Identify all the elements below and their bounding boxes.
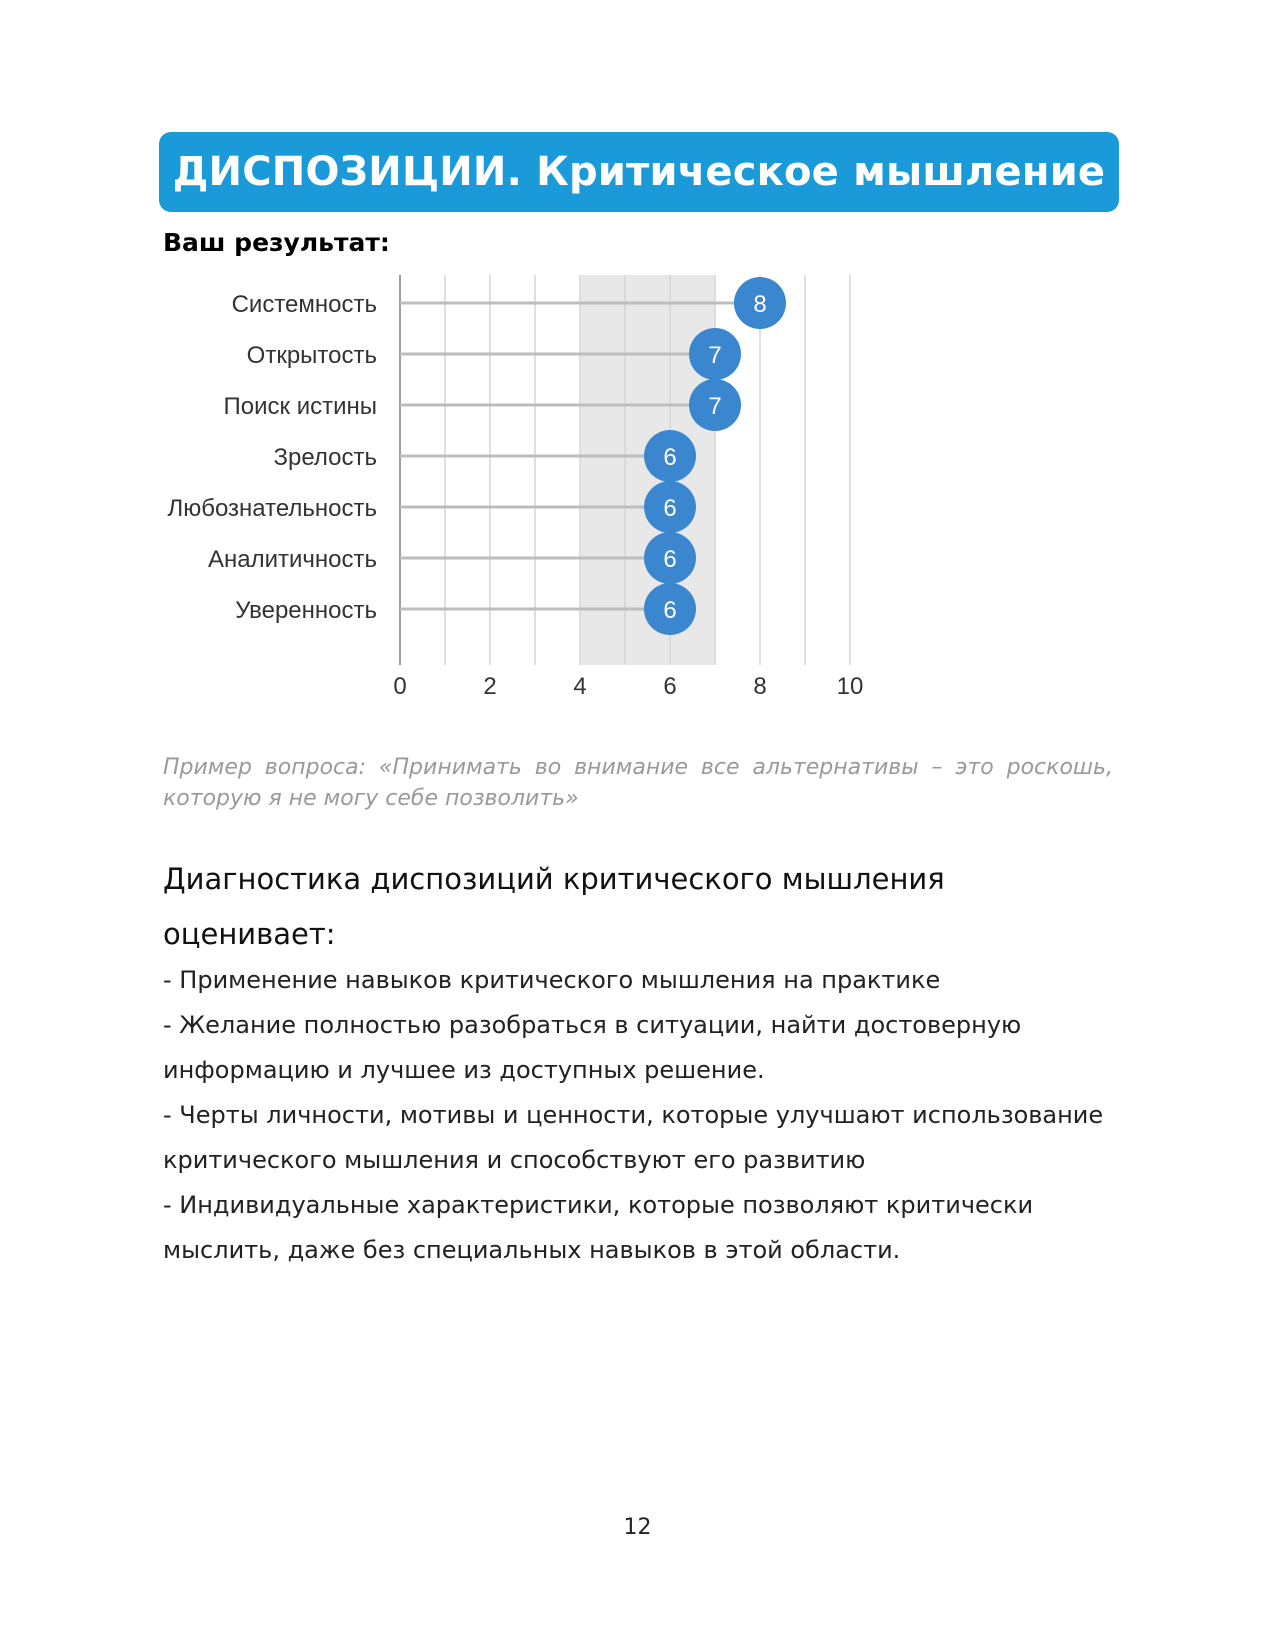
page-number: 12 [623,1515,652,1540]
chart-category-label: Зрелость [273,444,377,471]
chart-value-label: 6 [663,546,677,573]
chart-value-label: 6 [663,495,677,522]
chart-category-label: Уверенность [235,597,377,624]
chart-category-label: Системность [231,291,377,318]
diagnostics-item: - Черты личности, мотивы и ценности, которые улучшают использование критического мышления и способствуют его развитию [163,1101,1104,1174]
chart-value-label: 7 [708,393,722,420]
chart-tick-label: 2 [483,673,497,700]
chart-value-label: 7 [708,342,722,369]
chart-tick-label: 6 [663,673,677,700]
result-label: Ваш результат: [163,228,390,257]
title-banner [159,132,1119,212]
diagnostics-heading: Диагностика диспозиций критического мышления оценивает: [163,862,945,951]
diagnostics-item: - Применение навыков критического мышления на практике [163,966,941,994]
chart-category-label: Поиск истины [223,393,377,420]
chart-category-label: Любознательность [167,495,377,522]
chart-tick-label: 4 [573,673,587,700]
chart-tick-label: 10 [836,673,864,700]
chart-category-label: Аналитичность [207,546,377,573]
diagnostics-item: - Желание полностью разобраться в ситуации, найти достоверную информацию и лучшее из доступных решение. [163,1011,1022,1084]
chart-tick-label: 0 [393,673,407,700]
chart-value-label: 6 [663,444,677,471]
example-question: Пример вопроса: «Принимать во внимание все альтернативы – это роскошь, которую я не могу себе позволить» [163,755,1113,811]
result-chart [150,275,870,715]
chart-tick-label: 8 [753,673,767,700]
page-title: ДИСПОЗИЦИИ. Критическое мышление [172,149,1106,195]
chart-category-label: Открытость [246,342,377,369]
chart-value-label: 8 [753,291,767,318]
diagnostics-list [163,958,1113,1273]
diagnostics-item: - Индивидуальные характеристики, которые позволяют критически мыслить, даже без специальных навыков в этой области. [163,1191,1034,1264]
chart-value-label: 6 [663,597,677,624]
